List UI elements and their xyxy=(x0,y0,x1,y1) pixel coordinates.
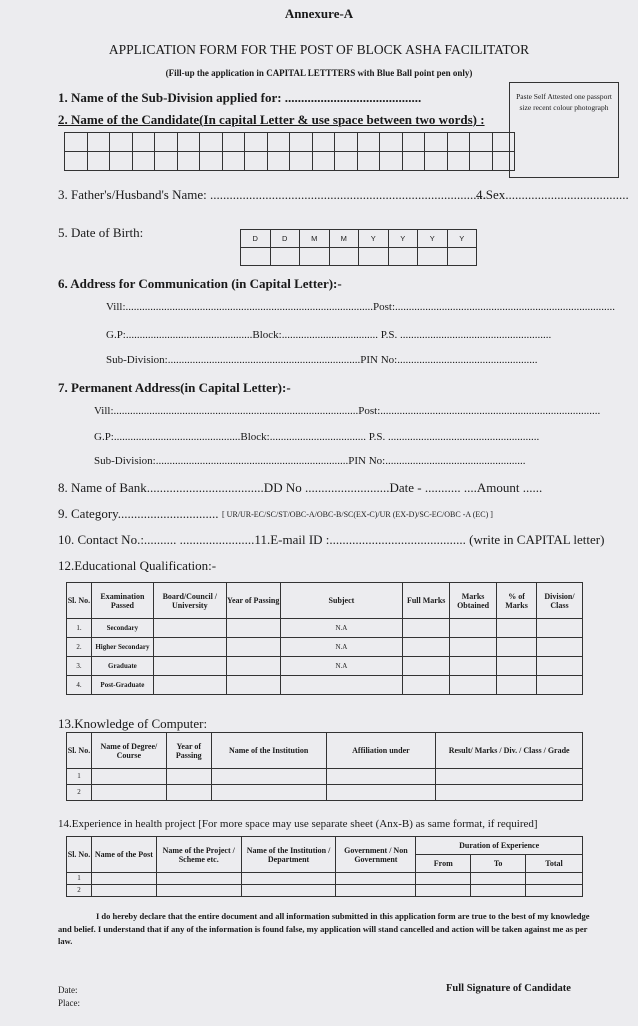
exp-header-cell: Duration of Experience xyxy=(416,837,583,855)
comm-vill-post-field[interactable]: Vill:..........................................................................................Post:................................................................................ xyxy=(106,301,616,313)
candidate-name-label: 2. Name of the Candidate(In capital Letter & use space between two words) : xyxy=(58,112,485,127)
edu-header-cell: % of Marks xyxy=(497,583,537,619)
dob-cell-label: Y xyxy=(447,230,477,248)
comp-header-cell: Sl. No. xyxy=(67,733,92,769)
edu-value-cell[interactable] xyxy=(536,657,582,676)
perm-gp-block-ps-field[interactable]: G.P:..............................................Block:................................... P.S. ....................................................... xyxy=(94,431,540,443)
place-label: Place: xyxy=(58,998,80,1008)
dob-cell-label: M xyxy=(329,230,359,248)
computer-heading: 13.Knowledge of Computer: xyxy=(58,716,208,731)
form-title: APPLICATION FORM FOR THE POST OF BLOCK ASHA FACILITATOR xyxy=(108,42,530,57)
comm-address-heading: 6. Address for Communication (in Capital Letter):- xyxy=(58,276,342,291)
comp-header-cell: Result/ Marks / Div. / Class / Grade xyxy=(436,733,583,769)
dob-cell-label: Y xyxy=(388,230,418,248)
edu-sl-cell: 4. xyxy=(67,676,92,695)
edu-table-row xyxy=(67,657,583,676)
comp-value-cell[interactable] xyxy=(91,785,166,801)
exp-value-cell[interactable] xyxy=(416,885,471,897)
edu-value-cell[interactable] xyxy=(403,657,450,676)
photo-box-text: Paste Self Attested one passport size recent colour photograph xyxy=(516,92,612,112)
edu-board-cell[interactable] xyxy=(153,676,226,695)
edu-exam-cell: Post-Graduate xyxy=(91,676,153,695)
instruction-text: (Fill-up the application in CAPITAL LETTTERS with Blue Ball point pen only) xyxy=(165,68,473,78)
edu-value-cell[interactable] xyxy=(536,619,582,638)
experience-table xyxy=(66,836,583,897)
comp-value-cell[interactable] xyxy=(326,785,436,801)
edu-value-cell[interactable] xyxy=(536,638,582,657)
declaration-text: I do hereby declare that the entire document and all information submitted in this application form are true to the best of my knowledge and belief. I understand that if any of the information is found false, my application will stand cancelled and action will be taken against me as per law. xyxy=(58,911,590,946)
edu-exam-cell: Higher Secondary xyxy=(91,638,153,657)
experience-heading: 14.Experience in health project [For more space may use separate sheet (Anx-B) as same format, if required] xyxy=(58,818,538,830)
edu-exam-cell: Graduate xyxy=(91,657,153,676)
perm-address-heading: 7. Permanent Address(in Capital Letter):- xyxy=(58,380,291,395)
exp-value-cell[interactable] xyxy=(526,885,583,897)
comp-value-cell[interactable] xyxy=(326,769,436,785)
date-label: Date: xyxy=(58,985,78,995)
exp-sl-cell: 1 xyxy=(67,873,92,885)
exp-header-cell: Name of the Institution / Department xyxy=(241,837,336,873)
dob-cell-label: M xyxy=(300,230,330,248)
edu-sl-cell: 2. xyxy=(67,638,92,657)
exp-value-cell[interactable] xyxy=(156,885,241,897)
comp-value-cell[interactable] xyxy=(91,769,166,785)
edu-header-cell: Year of Passing xyxy=(226,583,280,619)
computer-table xyxy=(66,732,583,801)
education-heading: 12.Educational Qualification:- xyxy=(58,558,217,573)
comp-header-cell: Affiliation under xyxy=(326,733,436,769)
exp-value-cell[interactable] xyxy=(241,873,336,885)
edu-board-cell[interactable] xyxy=(153,619,226,638)
comp-header-cell: Year of Passing xyxy=(166,733,211,769)
edu-sl-cell: 1. xyxy=(67,619,92,638)
exp-value-cell[interactable] xyxy=(241,885,336,897)
edu-table-row xyxy=(67,619,583,638)
edu-value-cell[interactable] xyxy=(536,676,582,695)
comp-table-row xyxy=(67,785,583,801)
comm-subdiv-pin-field[interactable]: Sub-Division:......................................................................PIN No:................................................... xyxy=(106,354,538,366)
subdivision-field[interactable]: 1. Name of the Sub-Division applied for: .......................................... xyxy=(58,90,422,105)
signature-label[interactable]: Full Signature of Candidate xyxy=(446,983,571,994)
exp-value-cell[interactable] xyxy=(471,873,526,885)
comp-table-row xyxy=(67,769,583,785)
comp-sl-cell: 1 xyxy=(67,769,92,785)
exp-subheader-cell: From xyxy=(416,855,471,873)
comm-gp-block-ps-field[interactable]: G.P:..............................................Block:................................... P.S. ....................................................... xyxy=(106,329,552,341)
exp-value-cell[interactable] xyxy=(336,873,416,885)
father-name-field[interactable]: 3. Father's/Husband's Name: ..................................................................................... xyxy=(58,187,487,202)
annexure-label: Annexure-A xyxy=(284,6,354,21)
edu-value-cell[interactable] xyxy=(450,619,497,638)
edu-value-cell[interactable] xyxy=(403,638,450,657)
exp-sl-cell: 2 xyxy=(67,885,92,897)
comp-value-cell[interactable] xyxy=(436,785,583,801)
exp-header-cell: Name of the Post xyxy=(91,837,156,873)
edu-year-cell[interactable] xyxy=(226,676,280,695)
perm-subdiv-pin-field[interactable]: Sub-Division:......................................................................PIN No:................................................... xyxy=(94,455,526,467)
photo-box[interactable] xyxy=(509,82,619,178)
edu-table-row xyxy=(67,676,583,695)
edu-header-cell: Subject xyxy=(280,583,403,619)
comp-value-cell[interactable] xyxy=(436,769,583,785)
comp-sl-cell: 2 xyxy=(67,785,92,801)
sex-field[interactable]: 4.Sex...................................... xyxy=(476,187,629,202)
comp-value-cell[interactable] xyxy=(166,769,211,785)
exp-value-cell[interactable] xyxy=(91,873,156,885)
exp-subheader-cell: To xyxy=(471,855,526,873)
dob-label: 5. Date of Birth: xyxy=(58,225,144,240)
edu-value-cell[interactable] xyxy=(403,676,450,695)
edu-value-cell[interactable] xyxy=(497,657,537,676)
edu-header-cell: Examination Passed xyxy=(91,583,153,619)
edu-value-cell[interactable] xyxy=(497,638,537,657)
edu-table-row xyxy=(67,638,583,657)
education-table xyxy=(66,582,583,695)
edu-header-cell: Board/Council / University xyxy=(153,583,226,619)
edu-exam-cell: Secondary xyxy=(91,619,153,638)
edu-value-cell[interactable] xyxy=(497,676,537,695)
candidate-name-grid[interactable] xyxy=(64,132,515,171)
exp-subheader-cell: Total xyxy=(526,855,583,873)
comp-header-cell: Name of Degree/ Course xyxy=(91,733,166,769)
dob-grid[interactable] xyxy=(240,229,477,266)
edu-year-cell[interactable] xyxy=(226,619,280,638)
edu-value-cell[interactable] xyxy=(450,638,497,657)
exp-value-cell[interactable] xyxy=(336,885,416,897)
edu-board-cell[interactable] xyxy=(153,657,226,676)
category-field[interactable]: 9. Category............................... xyxy=(58,506,219,521)
perm-vill-post-field[interactable]: Vill:.........................................................................................Post:................................................................................ xyxy=(94,405,601,417)
contact-email-field[interactable]: 10. Contact No.:.......... .......................11.E-mail ID :.......................................... (write in CAPITAL letter) xyxy=(58,532,605,547)
edu-subject-cell[interactable]: N.A xyxy=(280,638,403,657)
exp-value-cell[interactable] xyxy=(471,885,526,897)
edu-header-cell: Division/ Class xyxy=(536,583,582,619)
exp-value-cell[interactable] xyxy=(526,873,583,885)
exp-header-row xyxy=(67,837,583,855)
dob-cell-label: D xyxy=(270,230,300,248)
exp-value-cell[interactable] xyxy=(91,885,156,897)
edu-header-cell: Full Marks xyxy=(403,583,450,619)
comp-value-cell[interactable] xyxy=(211,785,326,801)
edu-year-cell[interactable] xyxy=(226,638,280,657)
edu-subject-cell[interactable]: N.A xyxy=(280,657,403,676)
dob-cell-label: Y xyxy=(359,230,389,248)
exp-header-cell: Sl. No. xyxy=(67,837,92,873)
edu-board-cell[interactable] xyxy=(153,638,226,657)
exp-header-cell: Name of the Project / Scheme etc. xyxy=(156,837,241,873)
dob-cell-label: Y xyxy=(418,230,448,248)
edu-year-cell[interactable] xyxy=(226,657,280,676)
comp-header-cell: Name of the Institution xyxy=(211,733,326,769)
exp-table-row xyxy=(67,885,583,897)
edu-value-cell[interactable] xyxy=(450,676,497,695)
comp-value-cell[interactable] xyxy=(166,785,211,801)
bank-dd-field[interactable]: 8. Name of Bank....................................DD No ..........................Date - ........... ....Amount ...... xyxy=(58,480,543,495)
edu-sl-cell: 3. xyxy=(67,657,92,676)
dob-cell-label: D xyxy=(241,230,271,248)
comp-value-cell[interactable] xyxy=(211,769,326,785)
exp-table-row xyxy=(67,873,583,885)
edu-value-cell[interactable] xyxy=(403,619,450,638)
exp-value-cell[interactable] xyxy=(416,873,471,885)
exp-header-cell: Government / Non Government xyxy=(336,837,416,873)
edu-subject-cell[interactable] xyxy=(280,676,403,695)
edu-header-cell: Sl. No. xyxy=(67,583,92,619)
category-options: [ UR/UR-EC/SC/ST/OBC-A/OBC-B/SC(EX-C)/UR (EX-D)/SC-EC/OBC -A (EC) ] xyxy=(222,510,493,519)
edu-subject-cell[interactable]: N.A xyxy=(280,619,403,638)
edu-value-cell[interactable] xyxy=(497,619,537,638)
exp-value-cell[interactable] xyxy=(156,873,241,885)
edu-header-cell: Marks Obtained xyxy=(450,583,497,619)
edu-value-cell[interactable] xyxy=(450,657,497,676)
